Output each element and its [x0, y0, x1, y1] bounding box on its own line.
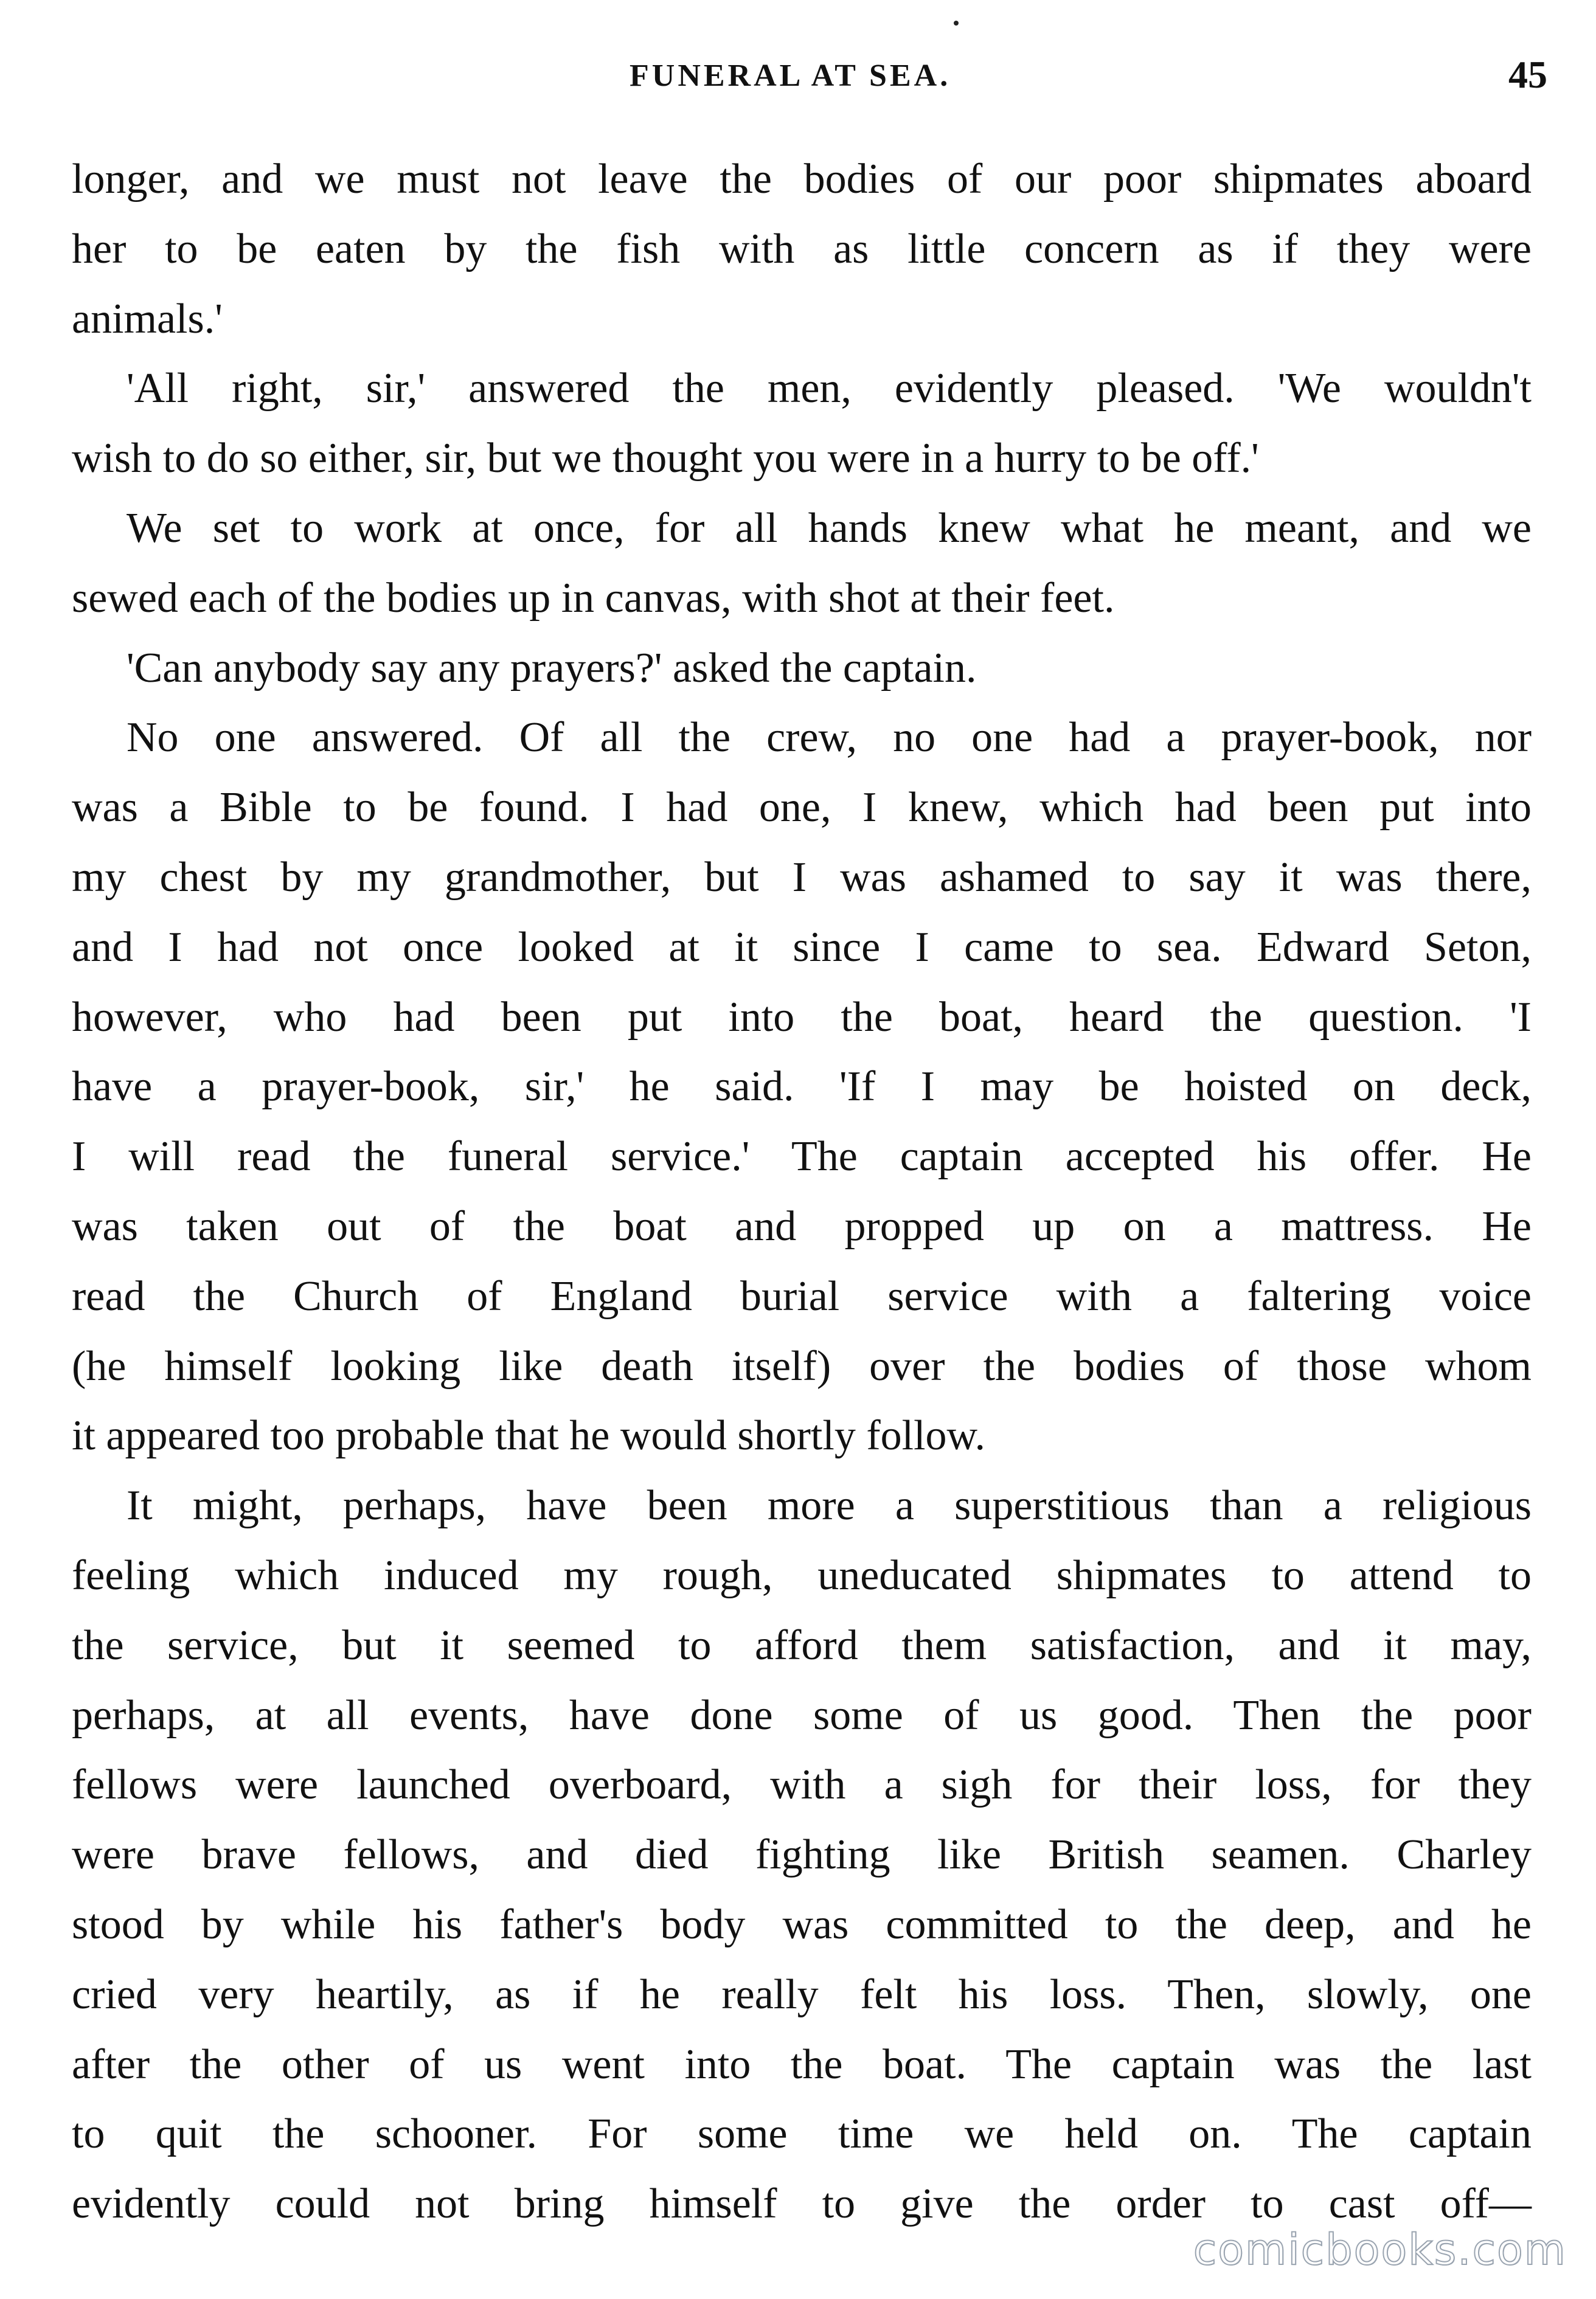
text-line: evidently could not bring himself to give the order to cast off— [72, 2180, 1532, 2228]
text-line: longer, and we must not leave the bodies of our poor shipmates aboard [72, 156, 1532, 203]
text-line: 'Can anybody say any prayers?' asked the captain. [127, 644, 977, 692]
text-line: feeling which induced my rough, uneducated shipmates to attend to [72, 1552, 1532, 1599]
text-line: stood by while his father's body was committed to the deep, and he [72, 1901, 1532, 1948]
text-line: perhaps, at all events, have done some of us good. Then the poor [72, 1691, 1532, 1739]
page-number: 45 [1508, 53, 1547, 96]
text-line: It might, perhaps, have been more a superstitious than a religious [127, 1482, 1532, 1530]
body-text [72, 145, 1532, 2239]
text-line: I will read the funeral service.' The captain accepted his offer. He [72, 1133, 1532, 1181]
text-line: her to be eaten by the fish with as little concern as if they were [72, 225, 1532, 272]
text-line: and I had not once looked at it since I came to sea. Edward Seton, [72, 923, 1532, 971]
text-line: 'All right, sir,' answered the men, evidently pleased. 'We wouldn't [127, 365, 1532, 412]
watermark: comicbooks.com [1193, 2225, 1567, 2275]
text-line: after the other of us went into the boat. The captain was the last [72, 2041, 1532, 2088]
text-line: were brave fellows, and died fighting like British seamen. Charley [72, 1831, 1532, 1879]
text-line: read the Church of England burial service with a faltering voice [72, 1272, 1532, 1320]
print-speck [954, 21, 959, 26]
text-line: however, who had been put into the boat, heard the question. 'I [72, 993, 1532, 1041]
text-line: to quit the schooner. For some time we held on. The captain [72, 2110, 1532, 2158]
text-line: (he himself looking like death itself) over the bodies of those whom [72, 1342, 1532, 1390]
text-line: animals.' [72, 295, 223, 342]
text-line: was a Bible to be found. I had one, I knew, which had been put into [72, 784, 1532, 831]
text-line: wish to do so either, sir, but we thought you were in a hurry to be off.' [72, 435, 1259, 482]
text-line: was taken out of the boat and propped up on a mattress. He [72, 1202, 1532, 1250]
text-line: No one answered. Of all the crew, no one had a prayer-book, nor [127, 714, 1532, 761]
text-line: it appeared too probable that he would shortly follow. [72, 1412, 986, 1460]
text-line: We set to work at once, for all hands knew what he meant, and we [127, 504, 1532, 552]
text-line: sewed each of the bodies up in canvas, with shot at their feet. [72, 574, 1115, 622]
text-line: cried very heartily, as if he really felt his loss. Then, slowly, one [72, 1971, 1532, 2018]
running-head: FUNERAL AT SEA. [630, 58, 951, 93]
text-line: the service, but it seemed to afford them satisfaction, and it may, [72, 1621, 1532, 1669]
text-line: my chest by my grandmother, but I was ashamed to say it was there, [72, 853, 1532, 901]
text-line: fellows were launched overboard, with a sigh for their loss, for they [72, 1761, 1532, 1809]
text-line: have a prayer-book, sir,' he said. 'If I may be hoisted on deck, [72, 1063, 1532, 1111]
